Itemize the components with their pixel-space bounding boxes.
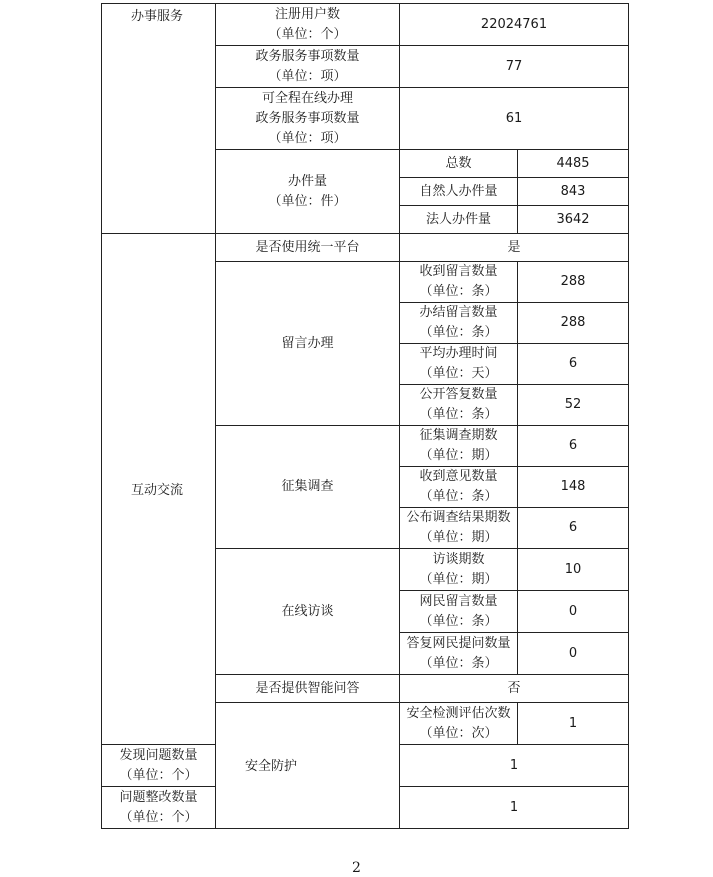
natural-person-cases-value: 843 <box>518 178 629 206</box>
table-row <box>102 234 629 262</box>
survey-results-value: 6 <box>518 508 629 549</box>
assessments-label: 安全检测评估次数 （单位：次） <box>400 703 518 745</box>
netizen-replies-value: 0 <box>518 633 629 675</box>
issues-fixed-value: 1 <box>400 787 629 829</box>
netizen-replies-label: 答复网民提问数量 （单位：条） <box>400 633 518 675</box>
statistics-table <box>101 3 629 829</box>
issues-found-value: 1 <box>400 745 629 787</box>
netizen-messages-value: 0 <box>518 591 629 633</box>
survey-results-label: 公布调查结果期数 （单位：期） <box>400 508 518 549</box>
message-handling-label: 留言办理 <box>216 262 400 426</box>
service-items-value: 77 <box>400 46 629 88</box>
survey-periods-label: 征集调查期数 （单位：期） <box>400 426 518 467</box>
assessments-value: 1 <box>518 703 629 745</box>
opinions-label: 收到意见数量 （单位：条） <box>400 467 518 508</box>
average-time-value: 6 <box>518 344 629 385</box>
smart-qa-label: 是否提供智能问答 <box>216 675 400 703</box>
online-interview-label: 在线访谈 <box>216 549 400 675</box>
received-messages-value: 288 <box>518 262 629 303</box>
table-row <box>102 4 629 46</box>
interview-periods-value: 10 <box>518 549 629 591</box>
case-volume-label: 办件量 （单位：件） <box>216 150 400 234</box>
received-messages-label: 收到留言数量 （单位：条） <box>400 262 518 303</box>
online-items-value: 61 <box>400 88 629 150</box>
page-number: 2 <box>352 860 361 876</box>
resolved-messages-value: 288 <box>518 303 629 344</box>
total-cases-label: 总数 <box>400 150 518 178</box>
registered-users-label: 注册用户数 （单位：个） <box>216 4 400 46</box>
legal-person-cases-value: 3642 <box>518 206 629 234</box>
issues-found-label: 发现问题数量 （单位：个） <box>102 745 216 787</box>
section-interaction: 互动交流 <box>102 234 216 745</box>
issues-fixed-label: 问题整改数量 （单位：个） <box>102 787 216 829</box>
registered-users-value: 22024761 <box>400 4 629 46</box>
netizen-messages-label: 网民留言数量 （单位：条） <box>400 591 518 633</box>
survey-label: 征集调查 <box>216 426 400 549</box>
legal-person-cases-label: 法人办件量 <box>400 206 518 234</box>
total-cases-value: 4485 <box>518 150 629 178</box>
public-replies-value: 52 <box>518 385 629 426</box>
unified-platform-label: 是否使用统一平台 <box>216 234 400 262</box>
opinions-value: 148 <box>518 467 629 508</box>
section-security: 安全防护 <box>216 703 400 829</box>
average-time-label: 平均办理时间 （单位：天） <box>400 344 518 385</box>
service-items-label: 政务服务事项数量 （单位：项） <box>216 46 400 88</box>
smart-qa-value: 否 <box>400 675 629 703</box>
survey-periods-value: 6 <box>518 426 629 467</box>
unified-platform-value: 是 <box>400 234 629 262</box>
resolved-messages-label: 办结留言数量 （单位：条） <box>400 303 518 344</box>
section-service: 办事服务 <box>102 4 216 234</box>
public-replies-label: 公开答复数量 （单位：条） <box>400 385 518 426</box>
interview-periods-label: 访谈期数 （单位：期） <box>400 549 518 591</box>
natural-person-cases-label: 自然人办件量 <box>400 178 518 206</box>
online-items-label: 可全程在线办理 政务服务事项数量 （单位：项） <box>216 88 400 150</box>
